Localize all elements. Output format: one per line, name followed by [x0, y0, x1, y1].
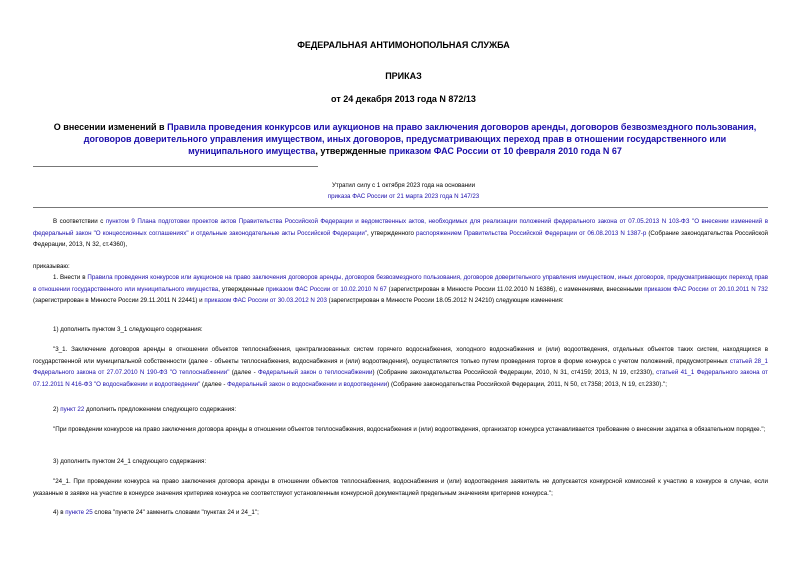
title-text-2: , утвержденные — [315, 146, 389, 156]
item1-text-4: (зарегистрирован в Минюсте России 29.11.2011 N 22441) и — [33, 297, 205, 304]
paragraph-clause-24-1: "24_1. При проведении конкурса на право заключения договора аренды в отношении объектов теплоснабжения, водоснабжения и (или) водоотведения заявитель не допускается конкурсной комиссией к участию в конкурсе в случае, если указанные в заявке на участие в конкурсе значения критериев конкурса не соответствуют установленным конкурсной документацией предельным значениям критериев конкурса."; — [33, 478, 768, 497]
item1-text-1: 1. Внести в — [53, 274, 88, 281]
preamble-text-3: (Собрание законодательства Российской Федерации, 2013, N 32, ст.4360), — [33, 229, 768, 248]
item1-text-5: (зарегистрирован в Минюсте России 18.05.2012 N 24210) следующие изменения: — [326, 297, 564, 304]
subitem2-text-2: дополнить предложением следующего содержания: — [84, 406, 237, 413]
government-order-link[interactable]: распоряжением Правительства Российской Федерации от 06.08.2013 N 1387-р — [416, 229, 647, 237]
paragraph-subitem-2 — [33, 404, 768, 416]
preamble-text-1: В соответствии с — [53, 218, 106, 225]
order-203-link[interactable]: приказом ФАС России от 30.03.2012 N 203 — [204, 297, 327, 304]
paragraph-order: приказываю: — [33, 263, 70, 270]
clause31-text-2: (далее - — [229, 369, 259, 376]
clause31-text-5: ) (Собрание законодательства Российской Федерации, 2011, N 50, ст.7358; 2013, N 19, ст.2330)."; — [387, 380, 667, 388]
title-text-1: О внесении изменений в — [53, 122, 168, 132]
repeal-order-link[interactable]: приказа ФАС России от 21 марта 2023 года N 147/23 — [327, 193, 480, 200]
paragraph-subitem-4 — [33, 507, 768, 519]
subitem4-text-1: 4) в — [53, 509, 66, 516]
clause31-text-1: "3_1. Заключение договоров аренды в отношении объектов теплоснабжения, централизованных систем горячего водоснабжения, холодного водоснабжения и (или) водоотведения, отдельных объектов таких систем, находящихся в государственной или муниципальной собственности (далее - объекты теплоснабжения, водоснабжения и (или) водоотведения), осуществляется только путем проведения торгов в форме конкурса с учетом положений, предусмотренных — [33, 346, 768, 365]
document-title — [45, 121, 765, 157]
clause-22-link[interactable]: пункт 22 — [60, 406, 85, 413]
status-note — [0, 180, 807, 202]
order-67-link-2[interactable]: приказом ФАС России от 10.02.2010 N 67 — [265, 285, 387, 293]
paragraph-clause-3-1 — [33, 344, 768, 390]
subitem4-text-2: слова "пункте 24" заменить словами "пунктах 24 и 24_1"; — [92, 509, 259, 516]
water-supply-law-link[interactable]: Федеральный закон о водоснабжении и водоотведении — [227, 380, 388, 388]
clause-25-link[interactable]: пункте 25 — [65, 509, 93, 516]
clause31-text-3: ) (Собрание законодательства Российской Федерации, 2010, N 31, ст4159; 2013, N 19, ст2330), — [372, 369, 657, 376]
paragraph-subitem-1: 1) дополнить пунктом 3_1 следующего содержания: — [53, 326, 203, 333]
water-supply-article-link[interactable]: статьей 41_1 Федерального закона от 07.12.2011 N 416-ФЗ "О водоснабжении и водоотведении" — [33, 369, 768, 388]
status-line: Утратил силу с 1 октября 2023 года на основании — [331, 182, 476, 189]
order-67-link[interactable]: приказом ФАС России от 10 февраля 2010 года N 67 — [388, 146, 622, 156]
paragraph-deposit: "При проведении конкурсов на право заключения договора аренды в отношении объектов теплоснабжения, водоснабжения и (или) водоотведения, организатор конкурса устанавливается требование о внесении задатка в обязательном порядке."; — [53, 426, 766, 433]
paragraph-subitem-3: 3) дополнить пунктом 24_1 следующего содержания: — [53, 458, 207, 465]
rules-link[interactable]: Правила проведения конкурсов или аукционов на право заключения договоров аренды, договоров безвозмездного пользования, договоров доверительного управления имуществом, иных договоров, предусматривающих переход прав в отношении государственного или муниципального имущества — [83, 122, 757, 156]
preamble-text-2: , утвержденного — [367, 229, 417, 237]
heat-supply-law-link[interactable]: Федеральный закон о теплоснабжении — [258, 369, 373, 376]
subitem2-text-1: 2) — [53, 406, 61, 413]
item1-text-2: , утвержденные — [218, 285, 266, 293]
heat-supply-article-link[interactable]: статьей 28_1 Федерального закона от 27.07.2010 N 190-ФЗ "О теплоснабжении" — [33, 357, 768, 376]
paragraph-item-1 — [33, 272, 768, 307]
plan-item-link[interactable]: пунктом 9 Плана подготовки проектов актов Правительства Российской Федерации и ведомственных актов, необходимых для реализации положений федерального закона от 07.05.2013 N 103-ФЗ "О внесении изменений в федеральный закон "О концессионных соглашениях" и отдельные законодательные акты Российской Федерации" — [33, 218, 768, 237]
paragraph-preamble — [33, 216, 768, 251]
order-732-link[interactable]: приказом ФАС России от 20.10.2011 N 732 — [644, 285, 768, 293]
doc-date-heading: от 24 декабря 2013 года N 872/13 — [331, 94, 476, 104]
clause31-text-4: (далее - — [200, 380, 228, 388]
agency-heading: ФЕДЕРАЛЬНАЯ АНТИМОНОПОЛЬНАЯ СЛУЖБА — [297, 40, 510, 50]
divider-short — [33, 166, 318, 167]
divider-long — [33, 207, 768, 208]
doc-type-heading: ПРИКАЗ — [385, 71, 422, 81]
rules-link-2[interactable]: Правила проведения конкурсов или аукционов на право заключения договоров аренды, договоров безвозмездного пользования, договоров доверительного управления имуществом, иных договоров, предусматривающих переход прав в отношении государственного или муниципального имущества — [33, 274, 768, 293]
item1-text-3: (зарегистрирован в Минюсте России 11.02.2010 N 16386), с изменениями, внесенными — [386, 285, 645, 293]
